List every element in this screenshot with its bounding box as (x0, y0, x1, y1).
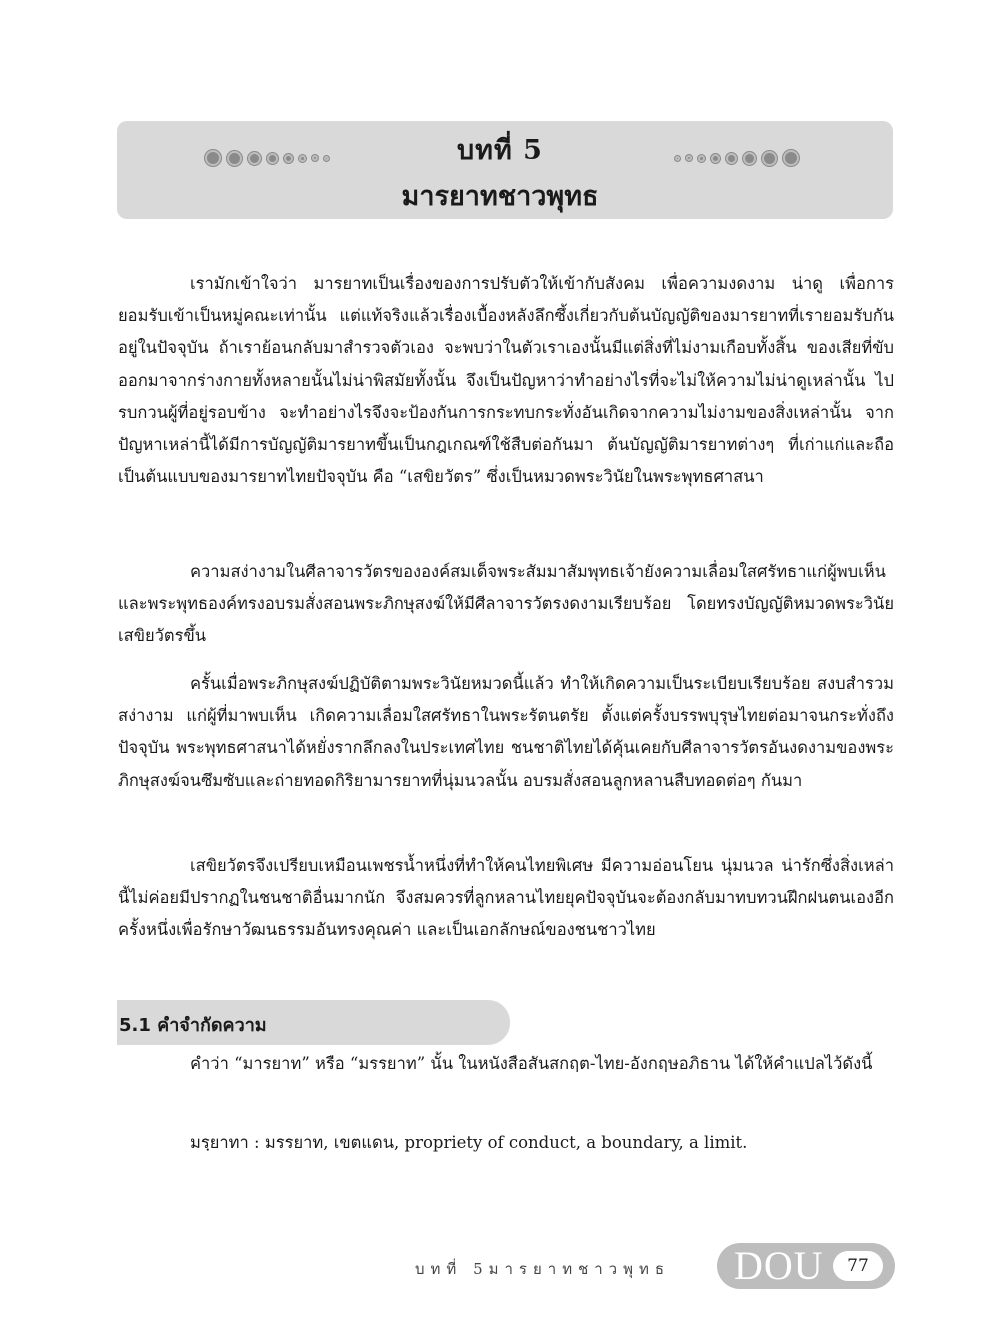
dot-icon (698, 155, 705, 162)
dot-icon (675, 156, 680, 161)
section-intro-paragraph: คำว่า “มารยาท” หรือ “มรรยาท” นั้น ในหนังสือสันสกฤต-ไทย-อังกฤษอภิธาน ได้ให้คำแปลไว้ดังนี้ (190, 1054, 873, 1073)
definition-line: มรฺยาทา : มรรยาท, เขตแดน, propriety of conduct, a boundary, a limit. (190, 1133, 748, 1152)
dot-icon (762, 151, 777, 166)
decorative-dots-right (675, 150, 799, 166)
body-paragraph-2: ความสง่างามในศีลาจารวัตรขององค์สมเด็จพระสัมมาสัมพุทธเจ้ายังความเลื่อมใสศรัทธาแก่ผู้พบเห็น และพระพุทธองค์ทรงอบรมสั่งสอนพระภิกษุสงฆ์ให้มีศีลาจารวัตรงดงามเรียบร้อย โดยทรงบัญญัติหมวดพระวินัยเสขิยวัตรขึ้น (118, 562, 894, 646)
page-number: 77 (833, 1251, 883, 1281)
chapter-title: มารยาทชาวพุทธ (401, 181, 599, 212)
dou-logo: DOU (734, 1243, 824, 1288)
section-heading: 5.1 คำจำกัดความ (119, 1015, 267, 1036)
body-paragraph-1: เรามักเข้าใจว่า มารยาทเป็นเรื่องของการปรับตัวให้เข้ากับสังคม เพื่อความงดงาม น่าดู เพื่อการยอมรับเข้าเป็นหมู่คณะเท่านั้น แต่แท้จริงแล้วเรื่องเบื้องหลังลึกซึ้งเกี่ยวกับต้นบัญญัติของมารยาทที่เรายอมรับกันอยู่ในปัจจุบัน ถ้าเราย้อนกลับมาสำรวจตัวเอง จะพบว่าในตัวเราเองนั้นมีแต่สิ่งที่ไม่งามเกือบทั้งสิ้น ของเสียที่ขับออกมาจากร่างกายทั้งหลายนั้นไม่น่าพิสมัยทั้งนั้น จึงเป็นปัญหาว่าทำอย่างไรที่จะไม่ให้ความไม่น่าดูเหล่านั้น ไปรบกวนผู้ที่อยู่รอบข้าง จะทำอย่างไรจึงจะป้องกันการกระทบกระทั่งอันเกิดจากความไม่งามของสิ่งเหล่านั้น จากปัญหาเหล่านี้ได้มีการบัญญัติมารยาทขึ้นเป็นกฎเกณฑ์ใช้สืบต่อกันมา ต้นบัญญัติมารยาทต่างๆ ที่เก่าแก่และถือเป็นต้นแบบของมารยาทไทยปัจจุบัน คือ “เสขิยวัตร” ซึ่งเป็นหมวดพระวินัยในพระพุทธศาสนา (118, 274, 894, 487)
running-title: บทที่ 5มารยาทชาวพุทธ (415, 1260, 671, 1278)
dot-icon (686, 155, 692, 161)
body-paragraph-4: เสขิยวัตรจึงเปรียบเหมือนเพชรน้ำหนึ่งที่ทำให้คนไทยพิเศษ มีความอ่อนโยน นุ่มนวล น่ารักซึ่งสิ่งเหล่านี้ไม่ค่อยมีปรากฏในชนชาติอื่นมากนัก จึงสมควรที่ลูกหลานไทยยุคปัจจุบันจะต้องกลับมาทบทวนฝึกฝนตนเองอีกครั้งหนึ่งเพื่อรักษาวัฒนธรรมอันทรงคุณค่า และเป็นเอกลักษณ์ของชนชาวไทย (118, 856, 894, 940)
dot-icon (743, 152, 756, 165)
chapter-number: บทที่ 5 (457, 135, 543, 166)
body-paragraph-3: ครั้นเมื่อพระภิกษุสงฆ์ปฏิบัติตามพระวินัยหมวดนี้แล้ว ทำให้เกิดความเป็นระเบียบเรียบร้อย สงบสำรวม สง่างาม แก่ผู้ที่มาพบเห็น เกิดความเลื่อมใสศรัทธาในพระรัตนตรัย ตั้งแต่ครั้งบรรพบุรุษไทยต่อมาจนกระทั่งถึงปัจจุบัน พระพุทธศาสนาได้หยั่งรากลึกลงในประเทศไทย ชนชาติไทยได้คุ้นเคยกับศีลาจารวัตรอันงดงามของพระภิกษุสงฆ์จนซึมซับและถ่ายทอดกิริยามารยาทที่นุ่มนวลนั้น อบรมสั่งสอนลูกหลานสืบทอดต่อๆ กันมา (118, 674, 894, 790)
dot-icon (711, 154, 720, 163)
dot-icon (726, 153, 737, 164)
dot-icon (783, 150, 799, 166)
